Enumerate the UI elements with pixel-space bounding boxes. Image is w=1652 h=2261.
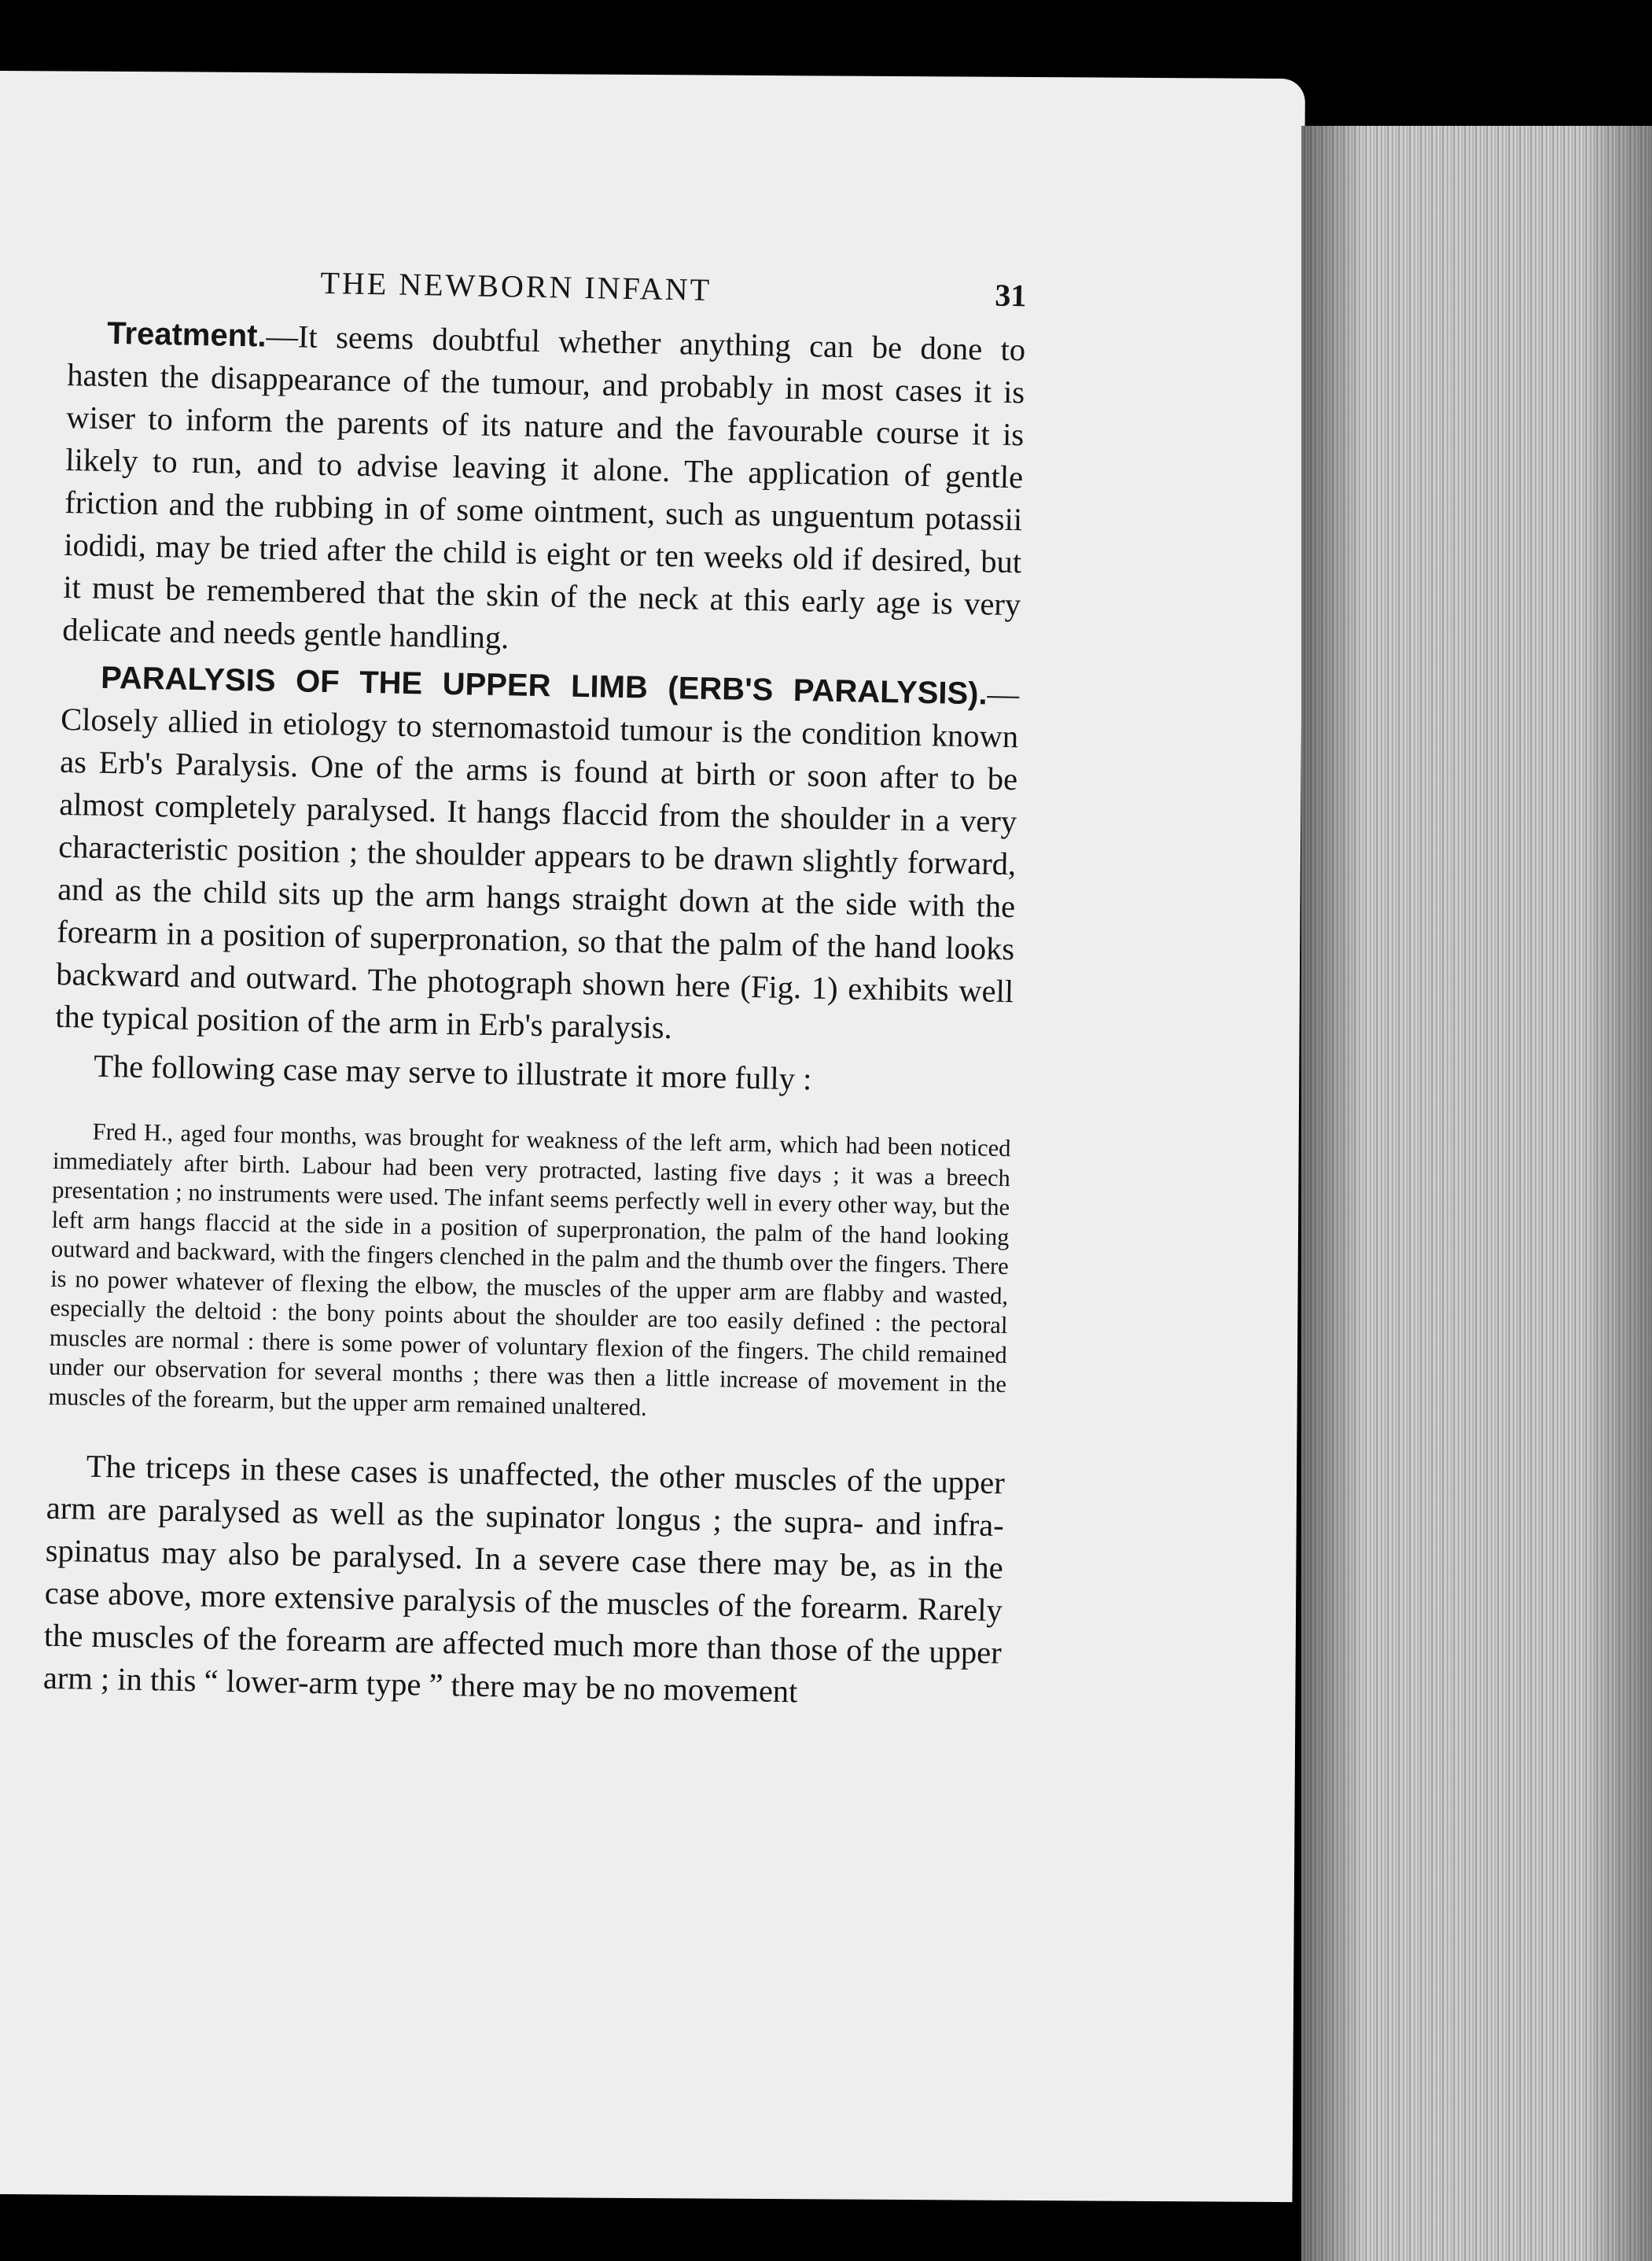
running-title: THE NEWBORN INFANT: [320, 264, 712, 307]
treatment-heading: Treatment.: [106, 315, 267, 354]
page-text: [42, 260, 1026, 1717]
case-report: Fred H., aged four months, was brought for weakness of the left arm, which had been noticed immediately after birth. Labour had been very protracted, lasting five days ; it was a breech presentation ; no instruments were used. The infant seems perfectly well in every other way, but the left arm hangs flaccid at the side in a position of superpronation, the palm of the hand looking outward and backward, with the fingers clenched in the palm and the thumb over the fingers. There is no power whatever of flexing the elbow, the muscles of the upper arm are flabby and wasted, especially the deltoid : the bony points about the shoulder are too easily defined : the pectoral muscles are normal : there is some power of voluntary flexion of the fingers. The child remained under our observation for several months ; there was then a little increase of movement in the muscles of the forearm, but the upper arm remained unaltered.: [48, 1118, 1011, 1421]
treatment-paragraph: [62, 311, 1026, 668]
page-edge-shadow: [1301, 126, 1652, 2261]
page-number: 31: [994, 277, 1027, 314]
paralysis-heading: PARALYSIS OF THE UPPER LIMB (ERB'S PARALYSIS).: [100, 660, 988, 712]
treatment-text: —It seems doubtful whether anything can be done to hasten the disappearance of the tumour, and probably in most cases it is wiser to inform the parents of its nature and the favourable course it is likely to run, and to advise leaving it alone. The application of gentle friction and the rubbing in of some ointment, such as unguentum potassii iodidi, may be tried after the child is eight or ten weeks old if desired, but it must be remembered that the skin of the neck at this early age is very delicate and needs gentle handling.: [61, 318, 1026, 656]
case-intro: The following case may serve to illustrate it more fully :: [93, 1048, 812, 1097]
paralysis-paragraph: [55, 656, 1020, 1055]
paralysis-text: —Closely allied in etiology to sternomastoid tumour is the condition known as Erb's Paralysis. One of the arms is found at birth or soon after to be almost completely paralysed. It hangs flaccid from the shoulder in a very characteristic position ; the shoulder appears to be drawn slightly forward, and as the child sits up the arm hangs straight down at the side with the forearm in a position of superpronation, so that the palm of the hand looks backward and outward. The photograph shown here (Fig. 1) exhibits well the typical position of the arm in Erb's paralysis.: [54, 676, 1020, 1046]
final-paragraph: The triceps in these cases is unaffected, the other muscles of the upper arm are paralysed as well as the supinator longus ; the supra- and infra-spinatus may also be paralysed. In a severe case there may be, as in the case above, more extensive paralysis of the muscles of the forearm. Rarely the muscles of the forearm are affected much more than those of the upper arm ; in this “ lower-arm type ” there may be no movement: [42, 1448, 1006, 1710]
